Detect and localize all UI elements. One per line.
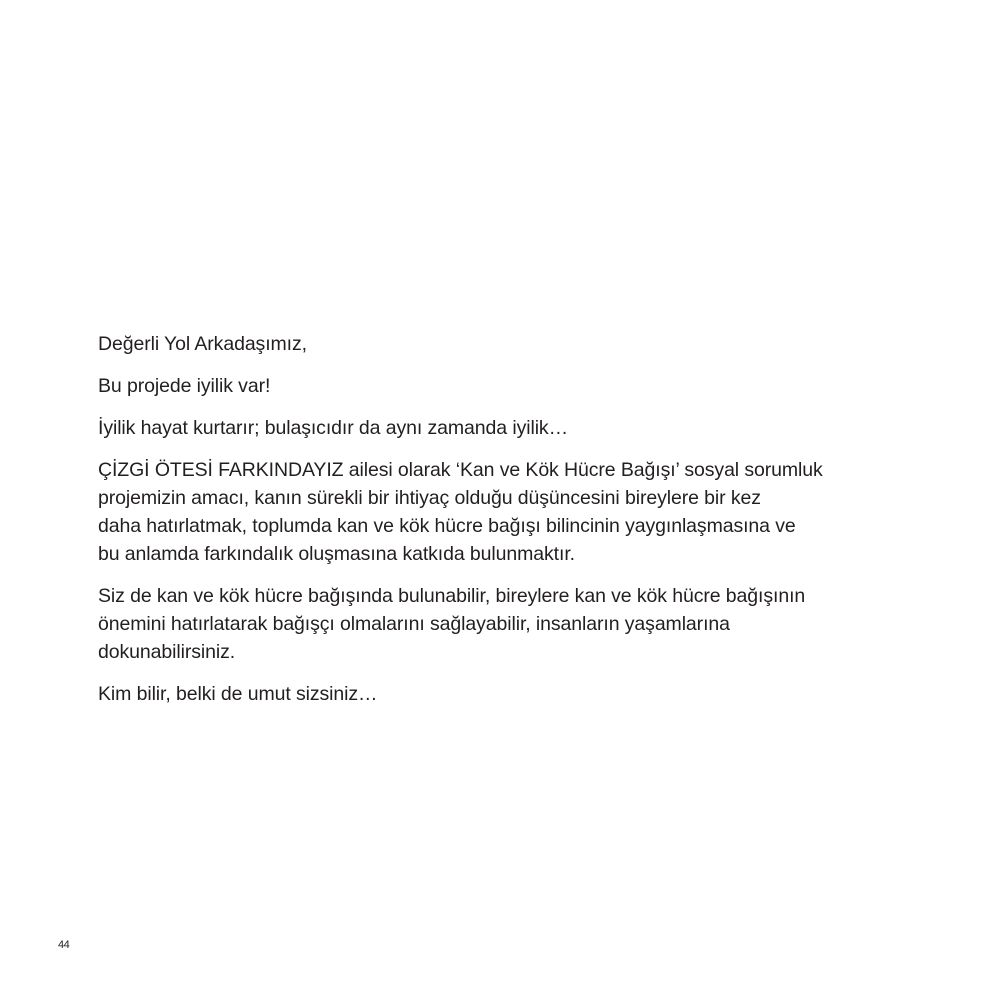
paragraph-intro: Bu projede iyilik var! bbox=[98, 375, 271, 397]
paragraph-closing: Kim bilir, belki de umut sizsiniz… bbox=[98, 683, 378, 705]
letter-body bbox=[98, 330, 898, 722]
paragraph-call-to-action: Siz de kan ve kök hücre bağışında bulunabilir, bireylere kan ve kök hücre bağışının önemini hatırlatarak bağışçı olmalarını sağlayabilir, insanların yaşamlarına dokunabilirsiniz. bbox=[98, 585, 806, 663]
paragraph-project-purpose: ÇİZGİ ÖTESİ FARKINDAYIZ ailesi olarak ‘Kan ve Kök Hücre Bağışı’ sosyal sorumluk projemizin amacı, kanın sürekli bir ihtiyaç olduğu düşüncesini bireylere bir kez daha hatırlatmak, toplumda kan ve kök hücre bağışı bilincinin yaygınlaşmasına ve bu anlamda farkındalık oluşmasına katkıda bulunmaktır. bbox=[98, 459, 823, 565]
letter-greeting: Değerli Yol Arkadaşımız, bbox=[98, 333, 307, 355]
page-number: 44 bbox=[58, 939, 70, 951]
paragraph-kindness: İyilik hayat kurtarır; bulaşıcıdır da aynı zamanda iyilik… bbox=[98, 417, 568, 439]
